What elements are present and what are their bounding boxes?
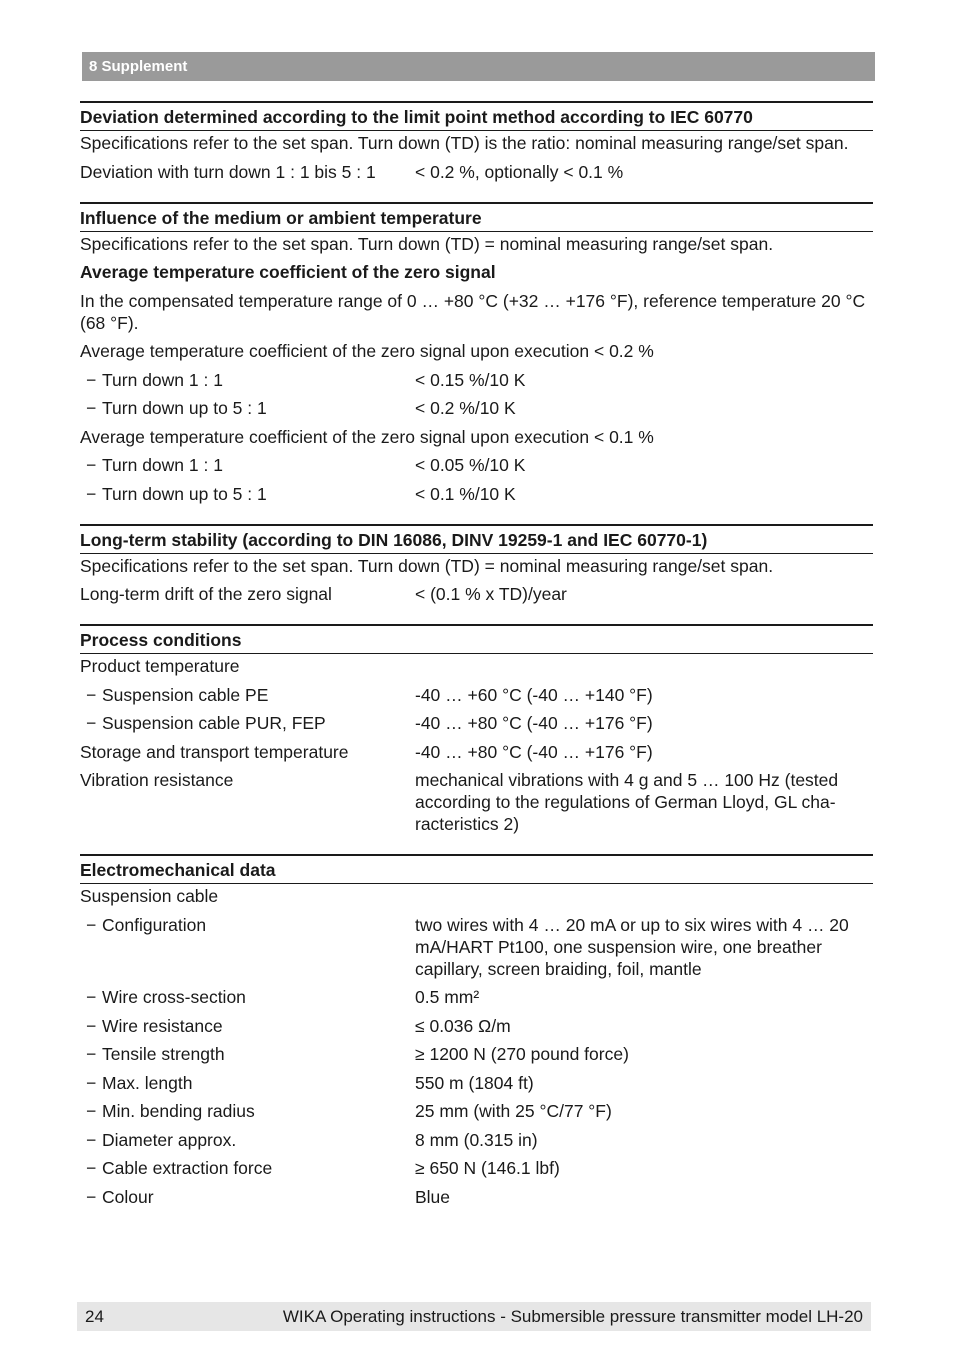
document-body <box>80 101 873 1227</box>
spec-label: − Colour <box>80 1186 415 1208</box>
spec-value: < 0.2 %, optionally < 0.1 % <box>415 161 624 182</box>
spec-value: two wires with 4 … 20 mA or up to six wires with 4 … 20 mA/HART Pt100, one suspension wire, one breather capillary, screen braiding, foil, mantle <box>415 914 849 979</box>
spec-value: -40 … +60 °C (-40 … +140 °F) <box>415 684 653 705</box>
spec-value: < 0.2 %/10 K <box>415 398 516 418</box>
spec-row <box>80 1015 873 1037</box>
spec-row <box>80 986 873 1008</box>
spec-label: Deviation with turn down 1 : 1 bis 5 : 1 <box>80 161 376 182</box>
spec-row <box>80 1129 873 1151</box>
spec-row <box>80 741 873 763</box>
section-intro: Specifications refer to the set span. Turn down (TD) = nominal measuring range/set span. <box>80 233 774 254</box>
group-title: Suspension cable <box>80 886 219 906</box>
spec-value: 0.5 mm² <box>415 987 480 1007</box>
spec-label: − Diameter approx. <box>80 1129 415 1151</box>
section-long-term-stability <box>80 524 873 606</box>
spec-value: < 0.15 %/10 K <box>415 369 526 390</box>
page-footer <box>77 1302 871 1331</box>
spec-row <box>80 684 873 706</box>
spec-label: − Cable extraction force <box>80 1157 415 1179</box>
section-title: Deviation determined according to the limit point method according to IEC 60770 <box>80 101 873 131</box>
spec-label: − Tensile strength <box>80 1043 415 1065</box>
spec-label: − Configuration <box>80 914 415 980</box>
spec-row <box>80 161 873 183</box>
spec-value: ≥ 650 N (146.1 lbf) <box>415 1158 560 1178</box>
spec-value: Blue <box>415 1186 451 1207</box>
spec-value: -40 … +80 °C (-40 … +176 °F) <box>415 741 653 762</box>
group-title: Average temperature coefficient of the zero signal upon execution < 0.1 % <box>80 426 654 447</box>
spec-row <box>80 369 873 391</box>
spec-label: − Turn down 1 : 1 <box>80 454 415 476</box>
spec-value: -40 … +80 °C (-40 … +176 °F) <box>415 713 653 733</box>
spec-row <box>80 1157 873 1179</box>
section-title: Long-term stability (according to DIN 16086, DINV 19259-1 and IEC 60770-1) <box>80 524 873 554</box>
subheading: Average temperature coefficient of the zero signal <box>80 262 496 282</box>
spec-value: mechanical vibrations with 4 g and 5 … 100 Hz (tested according to the regulations of German Lloyd, GL cha-racteristics 2) <box>415 770 839 834</box>
spec-label: Long-term drift of the zero signal <box>80 584 332 604</box>
group-title: Average temperature coefficient of the zero signal upon execution < 0.2 % <box>80 341 654 361</box>
spec-label: Vibration resistance <box>80 770 234 790</box>
spec-row <box>80 1100 873 1122</box>
spec-value: < (0.1 % x TD)/year <box>415 584 567 604</box>
chapter-header <box>82 52 875 81</box>
spec-label: − Turn down up to 5 : 1 <box>80 397 415 419</box>
document-title: WIKA Operating instructions - Submersible pressure transmitter model LH-20 <box>282 1307 863 1326</box>
spec-label: − Turn down 1 : 1 <box>80 369 415 391</box>
spec-label: − Min. bending radius <box>80 1100 415 1122</box>
spec-row <box>80 1186 873 1208</box>
spec-value: ≥ 1200 N (270 pound force) <box>415 1044 629 1064</box>
group-title: Product temperature <box>80 656 240 676</box>
chapter-title: 8 Supplement <box>89 58 188 75</box>
spec-row <box>80 914 873 980</box>
spec-row <box>80 397 873 419</box>
spec-value: 25 mm (with 25 °C/77 °F) <box>415 1101 612 1121</box>
spec-row <box>80 1043 873 1065</box>
spec-value: < 0.05 %/10 K <box>415 455 526 475</box>
spec-label: − Turn down up to 5 : 1 <box>80 483 415 505</box>
spec-label: − Suspension cable PE <box>80 684 415 706</box>
spec-row <box>80 454 873 476</box>
spec-row <box>80 1072 873 1094</box>
spec-value: 8 mm (0.315 in) <box>415 1129 538 1150</box>
section-electromechanical-data <box>80 854 873 1208</box>
section-temperature-influence <box>80 202 873 505</box>
spec-label: − Suspension cable PUR, FEP <box>80 712 415 734</box>
spec-row <box>80 769 873 835</box>
page-number: 24 <box>85 1307 104 1326</box>
section-title: Process conditions <box>80 624 873 654</box>
spec-value: 550 m (1804 ft) <box>415 1072 534 1093</box>
spec-row <box>80 712 873 734</box>
spec-value: ≤ 0.036 Ω/m <box>415 1015 511 1036</box>
section-title: Influence of the medium or ambient temperature <box>80 202 873 232</box>
section-intro: Specifications refer to the set span. Turn down (TD) is the ratio: nominal measuring range/set span. <box>80 133 849 153</box>
section-deviation <box>80 101 873 183</box>
spec-label: − Max. length <box>80 1072 415 1094</box>
spec-value: < 0.1 %/10 K <box>415 483 516 504</box>
section-intro: Specifications refer to the set span. Turn down (TD) = nominal measuring range/set span. <box>80 555 774 576</box>
section-process-conditions <box>80 624 873 835</box>
paragraph: In the compensated temperature range of 0 … +80 °C (+32 … +176 °F), reference temperature 20 °C (68 °F). <box>80 290 866 333</box>
section-title: Electromechanical data <box>80 854 873 884</box>
spec-label: Storage and transport temperature <box>80 741 349 762</box>
spec-row <box>80 583 873 605</box>
spec-label: − Wire resistance <box>80 1015 415 1037</box>
spec-label: − Wire cross-section <box>80 986 415 1008</box>
spec-row <box>80 483 873 505</box>
